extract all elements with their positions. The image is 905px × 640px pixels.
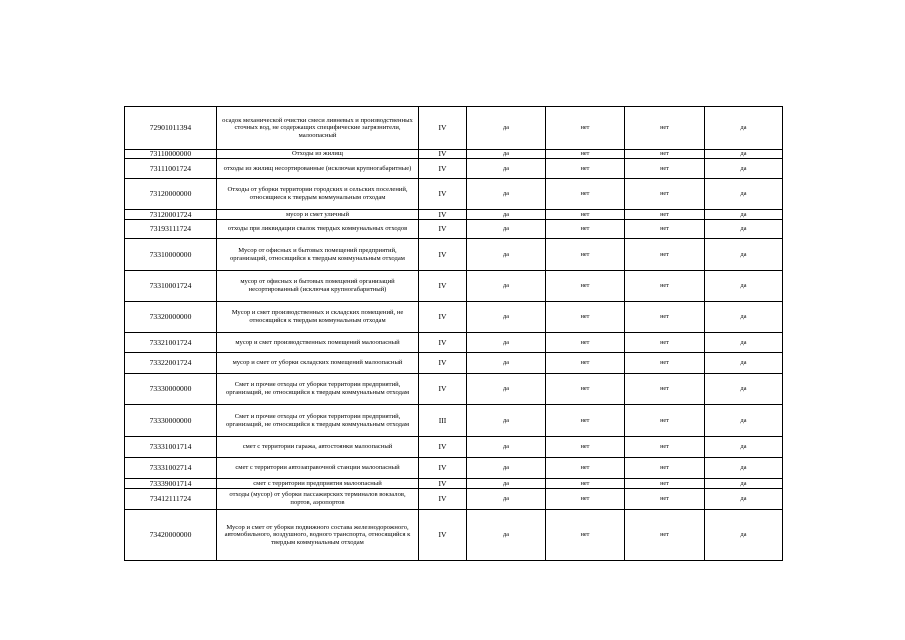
waste-code-cell: 73331001714 [125, 437, 217, 458]
flag-cell-3: нет [625, 179, 705, 210]
flag-cell-3: нет [625, 437, 705, 458]
flag-cell-3: нет [625, 302, 705, 333]
flag-cell-2: нет [546, 510, 625, 561]
flag-cell-1: да [467, 159, 546, 179]
flag-cell-3: нет [625, 374, 705, 405]
flag-cell-1: да [467, 179, 546, 210]
waste-code-cell: 73111001724 [125, 159, 217, 179]
waste-code-cell: 73330000000 [125, 405, 217, 437]
hazard-class-cell: IV [419, 510, 467, 561]
flag-cell-4: да [705, 271, 783, 302]
hazard-class-cell: IV [419, 179, 467, 210]
table-row [125, 458, 783, 479]
flag-cell-1: да [467, 302, 546, 333]
waste-code-cell: 73339001714 [125, 479, 217, 489]
table-row [125, 179, 783, 210]
table-row [125, 374, 783, 405]
waste-code-cell: 73321001724 [125, 333, 217, 353]
flag-cell-1: да [467, 239, 546, 271]
flag-cell-4: да [705, 437, 783, 458]
flag-cell-1: да [467, 150, 546, 159]
flag-cell-2: нет [546, 374, 625, 405]
flag-cell-4: да [705, 510, 783, 561]
flag-cell-3: нет [625, 210, 705, 220]
flag-cell-2: нет [546, 239, 625, 271]
flag-cell-1: да [467, 458, 546, 479]
waste-name-cell: отходы при ликвидации свалок твердых коммунальных отходов [217, 220, 419, 239]
flag-cell-4: да [705, 179, 783, 210]
flag-cell-4: да [705, 405, 783, 437]
flag-cell-3: нет [625, 510, 705, 561]
hazard-class-cell: IV [419, 374, 467, 405]
hazard-class-cell: IV [419, 302, 467, 333]
flag-cell-1: да [467, 210, 546, 220]
waste-name-cell: мусор и смет производственных помещений малоопасный [217, 333, 419, 353]
table-row [125, 405, 783, 437]
flag-cell-2: нет [546, 458, 625, 479]
flag-cell-3: нет [625, 150, 705, 159]
flag-cell-3: нет [625, 479, 705, 489]
flag-cell-2: нет [546, 479, 625, 489]
flag-cell-4: да [705, 458, 783, 479]
waste-classification-table [124, 106, 783, 561]
flag-cell-2: нет [546, 405, 625, 437]
table-row [125, 150, 783, 159]
hazard-class-cell: IV [419, 489, 467, 510]
waste-name-cell: Смет и прочие отходы от уборки территории предприятий, организаций, не относящийся к твердым коммунальным отходам [217, 405, 419, 437]
hazard-class-cell: IV [419, 159, 467, 179]
hazard-class-cell: IV [419, 210, 467, 220]
table-row [125, 437, 783, 458]
flag-cell-4: да [705, 150, 783, 159]
flag-cell-2: нет [546, 271, 625, 302]
hazard-class-cell: III [419, 405, 467, 437]
hazard-class-cell: IV [419, 107, 467, 150]
flag-cell-2: нет [546, 107, 625, 150]
flag-cell-4: да [705, 479, 783, 489]
flag-cell-2: нет [546, 150, 625, 159]
table-row [125, 479, 783, 489]
flag-cell-4: да [705, 333, 783, 353]
hazard-class-cell: IV [419, 333, 467, 353]
flag-cell-2: нет [546, 333, 625, 353]
waste-code-cell: 73322001724 [125, 353, 217, 374]
waste-code-cell: 73320000000 [125, 302, 217, 333]
flag-cell-3: нет [625, 353, 705, 374]
waste-code-cell: 73310000000 [125, 239, 217, 271]
flag-cell-4: да [705, 374, 783, 405]
table-row [125, 220, 783, 239]
waste-name-cell: Смет и прочие отходы от уборки территории предприятий, организаций, не относящийся к твердым коммунальным отходам [217, 374, 419, 405]
waste-name-cell: Мусор и смет от уборки подвижного состава железнодорожного, автомобильного, воздушного, водного транспорта, относящийся к твердым коммунальным отходам [217, 510, 419, 561]
table-row [125, 489, 783, 510]
flag-cell-1: да [467, 333, 546, 353]
table-row [125, 271, 783, 302]
flag-cell-1: да [467, 220, 546, 239]
hazard-class-cell: IV [419, 458, 467, 479]
waste-code-cell: 73330000000 [125, 374, 217, 405]
waste-name-cell: Отходы от уборки территории городских и сельских поселений, относящиеся к твердым коммунальным отходам [217, 179, 419, 210]
waste-code-cell: 73420000000 [125, 510, 217, 561]
flag-cell-2: нет [546, 159, 625, 179]
flag-cell-4: да [705, 159, 783, 179]
waste-name-cell: Мусор и смет производственных и складских помещений, не относящийся к твердым коммунальным отходам [217, 302, 419, 333]
flag-cell-3: нет [625, 220, 705, 239]
waste-name-cell: смет с территории предприятия малоопасный [217, 479, 419, 489]
waste-code-cell: 73310001724 [125, 271, 217, 302]
hazard-class-cell: IV [419, 239, 467, 271]
flag-cell-2: нет [546, 220, 625, 239]
flag-cell-3: нет [625, 271, 705, 302]
waste-name-cell: мусор от офисных и бытовых помещений организаций несортированный (исключая крупногабаритный) [217, 271, 419, 302]
flag-cell-3: нет [625, 405, 705, 437]
flag-cell-3: нет [625, 107, 705, 150]
flag-cell-1: да [467, 479, 546, 489]
flag-cell-2: нет [546, 179, 625, 210]
waste-code-cell: 72901011394 [125, 107, 217, 150]
waste-code-cell: 73120000000 [125, 179, 217, 210]
table-body [125, 107, 783, 561]
waste-name-cell: смет с территории автозаправочной станции малоопасный [217, 458, 419, 479]
waste-name-cell: отходы (мусор) от уборки пассажирских терминалов вокзалов, портов, аэропортов [217, 489, 419, 510]
waste-code-cell: 73412111724 [125, 489, 217, 510]
flag-cell-3: нет [625, 159, 705, 179]
flag-cell-1: да [467, 353, 546, 374]
waste-name-cell: мусор и смет от уборки складских помещений малоопасный [217, 353, 419, 374]
flag-cell-2: нет [546, 353, 625, 374]
flag-cell-3: нет [625, 489, 705, 510]
flag-cell-2: нет [546, 437, 625, 458]
waste-name-cell: мусор и смет уличный [217, 210, 419, 220]
hazard-class-cell: IV [419, 150, 467, 159]
flag-cell-4: да [705, 220, 783, 239]
flag-cell-1: да [467, 405, 546, 437]
hazard-class-cell: IV [419, 271, 467, 302]
flag-cell-1: да [467, 510, 546, 561]
table-row [125, 302, 783, 333]
flag-cell-4: да [705, 210, 783, 220]
flag-cell-4: да [705, 302, 783, 333]
table-row [125, 333, 783, 353]
flag-cell-2: нет [546, 302, 625, 333]
flag-cell-1: да [467, 374, 546, 405]
waste-name-cell: осадок механической очистки смеси ливневых и производственных сточных вод, не содержащих специфические загрязнители, малоопасный [217, 107, 419, 150]
waste-code-cell: 73120001724 [125, 210, 217, 220]
table-row [125, 159, 783, 179]
flag-cell-1: да [467, 489, 546, 510]
table-row [125, 210, 783, 220]
table-row [125, 353, 783, 374]
table-row [125, 239, 783, 271]
flag-cell-4: да [705, 107, 783, 150]
hazard-class-cell: IV [419, 437, 467, 458]
flag-cell-4: да [705, 489, 783, 510]
waste-name-cell: Отходы из жилищ [217, 150, 419, 159]
flag-cell-1: да [467, 107, 546, 150]
flag-cell-4: да [705, 353, 783, 374]
flag-cell-2: нет [546, 489, 625, 510]
waste-code-cell: 73193111724 [125, 220, 217, 239]
waste-code-cell: 73110000000 [125, 150, 217, 159]
waste-name-cell: отходы из жилищ несортированные (исключая крупногабаритные) [217, 159, 419, 179]
waste-name-cell: Мусор от офисных и бытовых помещений предприятий, организаций, относящийся к твердым коммунальным отходам [217, 239, 419, 271]
hazard-class-cell: IV [419, 479, 467, 489]
table-row [125, 510, 783, 561]
waste-code-cell: 73331002714 [125, 458, 217, 479]
waste-name-cell: смет с территории гаража, автостоянки малоопасный [217, 437, 419, 458]
flag-cell-2: нет [546, 210, 625, 220]
flag-cell-3: нет [625, 333, 705, 353]
hazard-class-cell: IV [419, 220, 467, 239]
flag-cell-1: да [467, 271, 546, 302]
flag-cell-4: да [705, 239, 783, 271]
flag-cell-3: нет [625, 239, 705, 271]
table-row [125, 107, 783, 150]
flag-cell-1: да [467, 437, 546, 458]
hazard-class-cell: IV [419, 353, 467, 374]
flag-cell-3: нет [625, 458, 705, 479]
